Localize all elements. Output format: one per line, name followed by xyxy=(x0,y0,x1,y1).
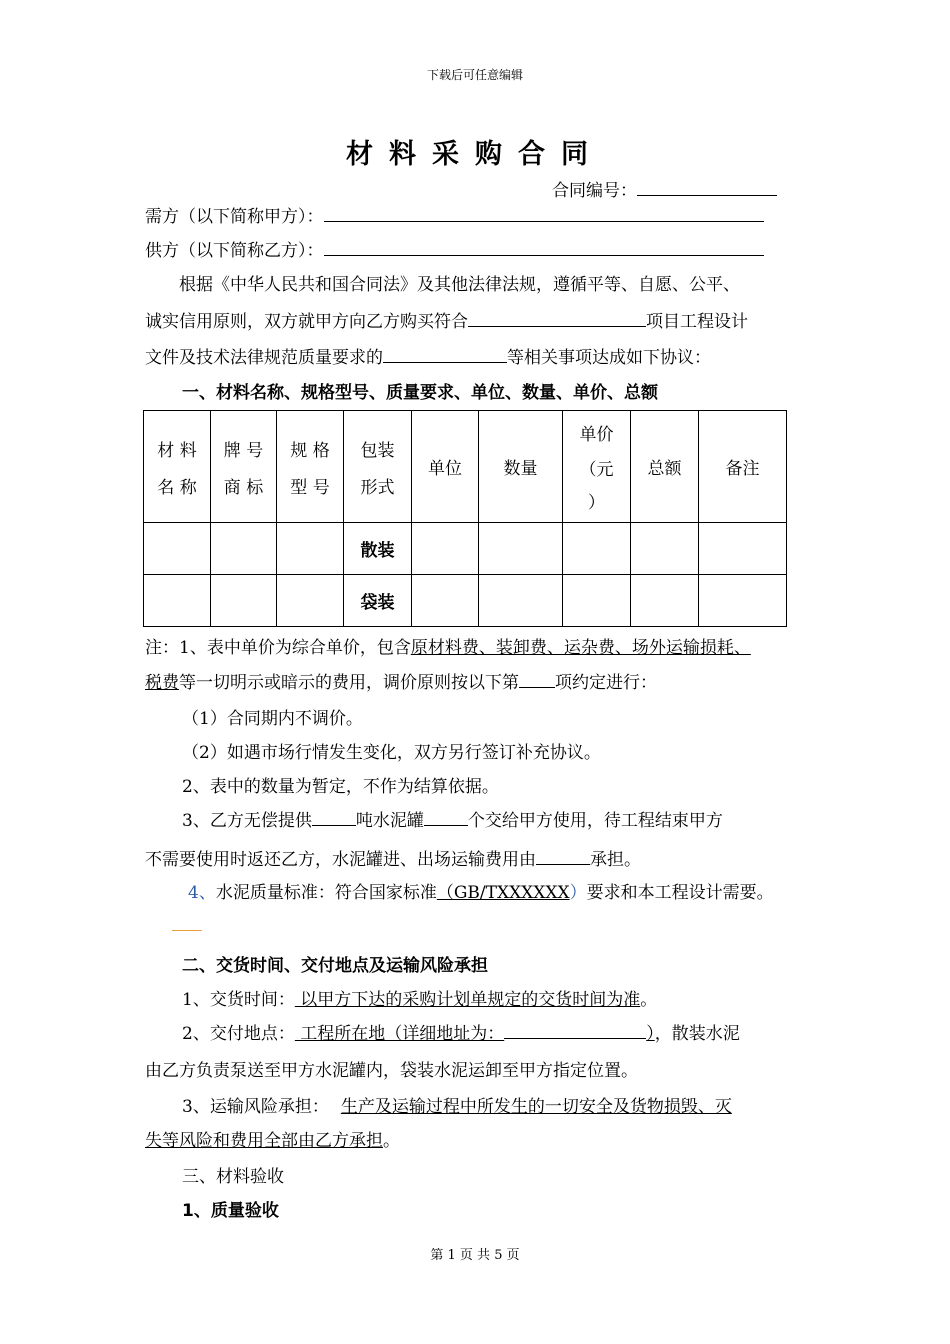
party-b xyxy=(145,236,764,261)
col-packaging: 包装 形式 xyxy=(344,411,412,523)
transport-risk-line-1: 3、运输风险承担： 生产及运输过程中所发生的一切安全及货物损毁、灭 xyxy=(182,1097,732,1117)
row-label-bulk: 散装 xyxy=(344,523,412,575)
table-row xyxy=(144,575,787,627)
note-1-line-2: 税费等一切明示或暗示的费用，调价原则按以下第 项约定进行： xyxy=(145,673,657,693)
table-cell[interactable] xyxy=(211,575,277,627)
contract-number xyxy=(552,176,777,201)
table-cell[interactable] xyxy=(699,575,787,627)
project-name-blank[interactable] xyxy=(468,325,646,327)
party-a-label: 需方（以下简称甲方）： xyxy=(145,207,324,227)
delivery-place: 2、交付地点： 工程所在地（详细地址为： ），散装水泥 xyxy=(182,1024,740,1044)
col-unit: 单位 xyxy=(412,411,479,523)
row-label-bagged: 袋装 xyxy=(344,575,412,627)
note-4: 4、水泥质量标准：符合国家标准（GB/TXXXXXX）要求和本工程设计需要。 xyxy=(188,883,774,903)
col-material-name: 材 料 名 称 xyxy=(144,411,211,523)
table-cell[interactable] xyxy=(412,575,479,627)
col-brand: 牌 号 商 标 xyxy=(211,411,277,523)
section-1-heading: 一、材料名称、规格型号、质量要求、单位、数量、单价、总额 xyxy=(182,383,658,403)
table-cell[interactable] xyxy=(479,575,563,627)
contract-number-blank[interactable] xyxy=(637,194,777,196)
table-cell[interactable] xyxy=(144,523,211,575)
party-b-blank[interactable] xyxy=(324,254,764,256)
col-remark: 备注 xyxy=(699,411,787,523)
table-cell[interactable] xyxy=(631,575,699,627)
price-rule-blank[interactable] xyxy=(519,686,555,688)
intro-line-3b: 等相关事项达成如下协议： xyxy=(507,348,711,368)
intro-line-2 xyxy=(145,307,748,332)
col-total: 总额 xyxy=(631,411,699,523)
intro-line-2b: 项目工程设计 xyxy=(646,312,748,332)
note-3-line-1: 3、乙方无偿提供 吨水泥罐 个交给甲方使用，待工程结束甲方 xyxy=(182,811,723,831)
intro-line-3a: 文件及技术法律规范质量要求的 xyxy=(145,348,383,368)
table-cell[interactable] xyxy=(211,523,277,575)
table-cell[interactable] xyxy=(277,523,344,575)
intro-line-2a: 诚实信用原则，双方就甲方向乙方购买符合 xyxy=(145,312,468,332)
contract-number-label: 合同编号： xyxy=(552,181,637,201)
materials-table xyxy=(143,410,787,627)
note-1-line-1: 注：1、表中单价为综合单价，包含原材料费、装卸费、运杂费、场外运输损耗、 xyxy=(145,638,751,658)
transport-payer-blank[interactable] xyxy=(536,863,590,865)
intro-line-1: 根据《中华人民共和国合同法》及其他法律法规，遵循平等、自愿、公平、 xyxy=(179,275,740,295)
quality-req-blank[interactable] xyxy=(383,361,507,363)
col-quantity: 数量 xyxy=(479,411,563,523)
table-cell[interactable] xyxy=(699,523,787,575)
section-3-heading: 三、材料验收 xyxy=(182,1167,284,1187)
section-2-heading: 二、交货时间、交付地点及运输风险承担 xyxy=(182,956,488,976)
party-a xyxy=(145,202,764,227)
tonnage-blank[interactable] xyxy=(312,824,356,826)
table-cell[interactable] xyxy=(563,575,631,627)
table-cell[interactable] xyxy=(563,523,631,575)
note-option-2: （2）如遇市场行情发生变化，双方另行签订补充协议。 xyxy=(182,743,601,763)
decorative-divider xyxy=(172,930,202,931)
party-a-blank[interactable] xyxy=(324,220,764,222)
table-header-row xyxy=(144,411,787,523)
note-3-line-2: 不需要使用时返还乙方，水泥罐进、出场运输费用由 承担。 xyxy=(145,850,641,870)
intro-line-3 xyxy=(145,343,711,368)
delivery-place-line-2: 由乙方负责泵送至甲方水泥罐内，袋装水泥运卸至甲方指定位置。 xyxy=(145,1061,638,1081)
table-cell[interactable] xyxy=(479,523,563,575)
table-cell[interactable] xyxy=(631,523,699,575)
col-spec: 规 格 型 号 xyxy=(277,411,344,523)
party-b-label: 供方（以下简称乙方）： xyxy=(145,241,324,261)
transport-risk-line-2: 失等风险和费用全部由乙方承担。 xyxy=(145,1131,400,1151)
page-title: 材料采购合同 xyxy=(346,139,604,170)
page-footer: 第 1 页 共 5 页 xyxy=(430,1248,520,1263)
table-cell[interactable] xyxy=(412,523,479,575)
note-option-1: （1）合同期内不调价。 xyxy=(182,709,363,729)
table-cell[interactable] xyxy=(277,575,344,627)
address-blank[interactable] xyxy=(504,1037,646,1039)
section-3-sub-heading: 1、质量验收 xyxy=(182,1201,279,1221)
table-row xyxy=(144,523,787,575)
header-note: 下载后可任意编辑 xyxy=(426,68,523,82)
note-2: 2、表中的数量为暂定，不作为结算依据。 xyxy=(182,777,499,797)
table-cell[interactable] xyxy=(144,575,211,627)
col-unit-price: 单价 （元 ） xyxy=(563,411,631,523)
delivery-time: 1、交货时间： 以甲方下达的采购计划单规定的交货时间为准。 xyxy=(182,990,658,1010)
tank-count-blank[interactable] xyxy=(424,824,468,826)
